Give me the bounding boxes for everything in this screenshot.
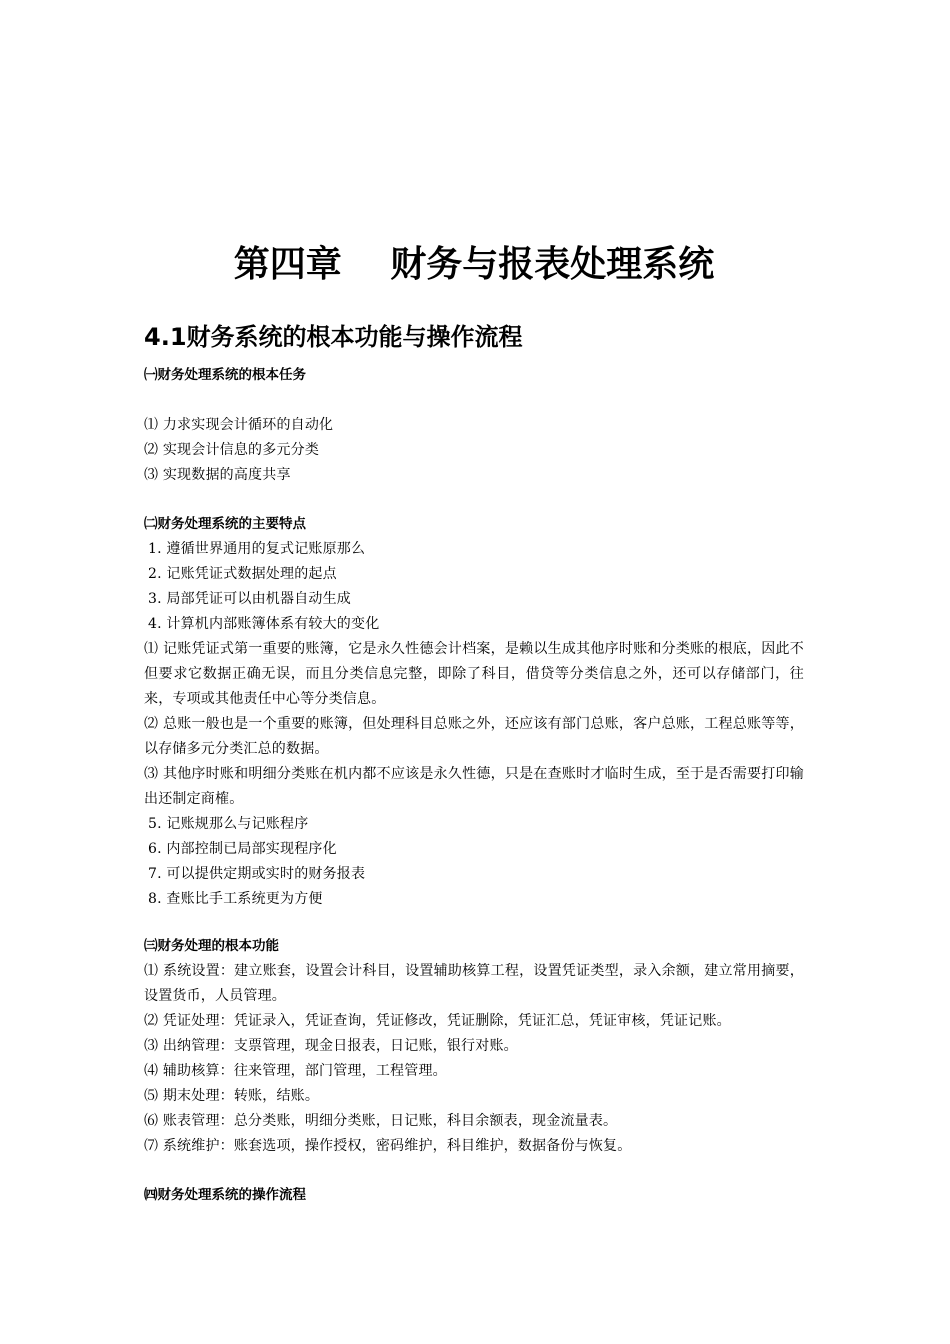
section-title: 4.1财务系统的根本功能与操作流程 <box>144 323 523 351</box>
list-item: 2. 记账凭证式数据处理的起点 <box>148 566 337 582</box>
paragraph: ⑵ 凭证处理：凭证录入，凭证查询，凭证修改，凭证删除，凭证汇总，凭证审核，凭证记账。 <box>144 1013 731 1029</box>
list-item: 7. 可以提供定期或实时的财务报表 <box>148 866 366 882</box>
list-item: 1. 遵循世界通用的复式记账原那么 <box>148 541 366 557</box>
chapter-title: 第四章 财务与报表处理系统 <box>233 244 715 285</box>
document-page <box>144 0 804 1344</box>
subsection-heading: ㈡财务处理系统的主要特点 <box>144 516 306 532</box>
paragraph: ⑵ 总账一般也是一个重要的账簿，但处理科目总账之外，还应该有部门总账，客户总账，工程总账等等，以存储多元分类汇总的数据。 <box>144 716 804 757</box>
list-item: 4. 计算机内部账簿体系有较大的变化 <box>148 616 380 632</box>
subsection-heading: ㈢财务处理的根本功能 <box>144 938 279 954</box>
subsection-basic-tasks <box>144 363 804 488</box>
list-item: ⑴ 力求实现会计循环的自动化 <box>144 417 334 433</box>
list-item: 6. 内部控制已局部实现程序化 <box>148 841 337 857</box>
subsection-operation-flow <box>144 1183 804 1208</box>
paragraph: ⑴ 记账凭证式第一重要的账簿，它是永久性德会计档案，是赖以生成其他序时账和分类账的根底，因此不但要求它数据正确无误，而且分类信息完整，即除了科目，借贷等分类信息之外，还可以存储部门，往来，专项或其他责任中心等分类信息。 <box>144 641 804 707</box>
list-item: ⑶ 实现数据的高度共享 <box>144 467 291 483</box>
paragraph: ⑶ 出纳管理：支票管理，现金日报表，日记账，银行对账。 <box>144 1038 518 1054</box>
subsection-heading: ㈠财务处理系统的根本任务 <box>144 367 306 383</box>
paragraph: ⑶ 其他序时账和明细分类账在机内都不应该是永久性德，只是在查账时才临时生成，至于是否需要打印输出还制定商榷。 <box>144 766 804 807</box>
paragraph: ⑺ 系统维护：账套选项，操作授权，密码维护，科目维护，数据备份与恢复。 <box>144 1138 632 1154</box>
list-item: 3. 局部凭证可以由机器自动生成 <box>148 591 352 607</box>
subsection-basic-functions <box>144 934 804 1159</box>
list-item: ⑵ 实现会计信息的多元分类 <box>144 442 320 458</box>
paragraph: ⑹ 账表管理：总分类账，明细分类账，日记账，科目余额表，现金流量表。 <box>144 1113 618 1129</box>
list-item: 8. 查账比手工系统更为方便 <box>148 891 323 907</box>
paragraph: ⑴ 系统设置：建立账套，设置会计科目，设置辅助核算工程，设置凭证类型，录入余额，建立常用摘要，设置货币，人员管理。 <box>144 963 804 1004</box>
paragraph: ⑷ 辅助核算：往来管理，部门管理，工程管理。 <box>144 1063 447 1079</box>
paragraph: ⑸ 期末处理：转账，结账。 <box>144 1088 320 1104</box>
subsection-heading: ㈣财务处理系统的操作流程 <box>144 1187 306 1203</box>
subsection-main-features <box>144 512 804 912</box>
list-item: 5. 记账规那么与记账程序 <box>148 816 309 832</box>
